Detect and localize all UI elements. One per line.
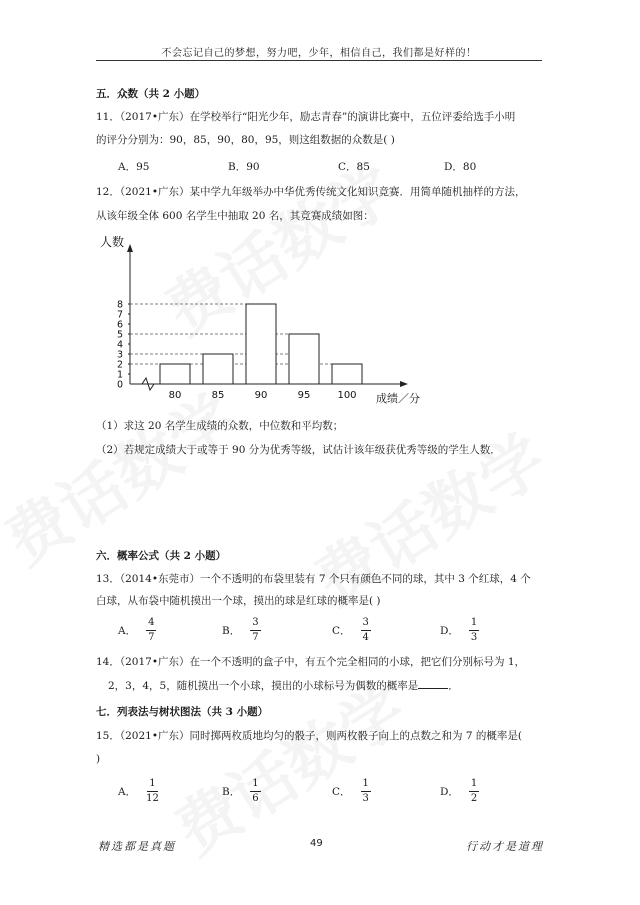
option-label: C． (332, 786, 351, 798)
numerator: 3 (250, 617, 260, 631)
fraction (469, 617, 479, 644)
denominator: 7 (252, 632, 259, 643)
fraction (250, 617, 260, 644)
x-axis-label: 成绩／分 (376, 392, 420, 405)
question-13-line2: 白球，从布袋中随机摸出一个球，摸出的球是红球的概率是( ) (96, 595, 381, 607)
question-14-line2 (108, 679, 558, 693)
fraction (250, 778, 260, 805)
denominator: 2 (470, 793, 478, 804)
numerator: 3 (361, 617, 371, 631)
numerator: 1 (361, 778, 371, 792)
y-tick-label: 6 (116, 319, 124, 331)
denominator: 3 (470, 632, 478, 643)
option-d[interactable]: D．80 (444, 161, 477, 173)
y-tick-label: 4 (116, 339, 124, 351)
option-a[interactable]: A．95 (118, 161, 150, 173)
question-14-end: ． (448, 680, 459, 692)
question-12-sub1: （1）求这 20 名学生成绩的众数，中位数和平均数； (96, 420, 344, 432)
x-tick-label: 95 (297, 390, 311, 401)
question-14-line1: 14．（2017•广东）在一个不透明的盒子中，有五个完全相同的小球，把它们分别标号为 1， (96, 656, 526, 668)
option-label: A． (118, 786, 137, 798)
watermark (295, 409, 561, 623)
option-b[interactable] (222, 778, 261, 805)
denominator: 6 (252, 793, 259, 804)
numerator: 4 (146, 617, 156, 631)
denominator: 7 (148, 632, 155, 643)
y-tick-label: 7 (116, 309, 124, 321)
question-15-options (118, 778, 538, 808)
x-tick-label: 80 (168, 390, 182, 401)
bar-80 (160, 364, 190, 384)
bar-85 (203, 354, 233, 384)
question-15-line1: 15．（2021•广东）同时掷两枚质地均匀的骰子，则两枚骰子向上的点数之和为 7 的概率是( (96, 730, 522, 742)
option-d[interactable] (440, 778, 479, 805)
option-b[interactable]: B．90 (228, 161, 260, 173)
y-tick-label: 0 (116, 379, 124, 391)
option-b[interactable] (222, 617, 261, 644)
section-title-probability: 六．概率公式（共 2 小题） (96, 550, 227, 562)
numerator: 1 (147, 778, 157, 792)
section-title-tree-diagram: 七．列表法与树状图法（共 3 小题） (96, 706, 269, 718)
question-15-line2: ) (96, 753, 101, 765)
chart-svg (100, 236, 430, 408)
x-tick-label: 85 (211, 390, 225, 401)
denominator: 3 (362, 793, 369, 804)
page-number: 49 (310, 838, 323, 849)
denominator: 12 (146, 793, 159, 804)
answer-blank[interactable] (418, 679, 448, 689)
score-bar-chart (100, 236, 430, 411)
y-tick-label: 3 (116, 349, 124, 361)
x-axis-arrow (400, 381, 408, 387)
question-13-line1: 13．（2014•东莞市）一个不透明的布袋里装有 7 个只有颜色不同的球，其中 3 个红球，4 个 (96, 573, 531, 585)
option-label: D． (440, 786, 459, 798)
y-axis-arrow (127, 244, 133, 252)
option-label: D． (440, 625, 459, 637)
x-tick-label: 100 (337, 390, 357, 401)
option-d[interactable] (440, 617, 479, 644)
fraction (146, 778, 159, 805)
numerator: 1 (250, 778, 260, 792)
fraction (469, 778, 479, 805)
page-header-slogan: 不会忘记自己的梦想，努力吧，少年，相信自己，我们都是好样的！ (161, 48, 477, 59)
option-a[interactable] (118, 617, 156, 644)
bar-95 (289, 334, 319, 384)
option-c[interactable]: C．85 (338, 161, 370, 173)
fraction (146, 617, 156, 644)
y-tick-label: 8 (116, 299, 124, 311)
y-axis-label: 人数 (100, 236, 125, 249)
footer-left-slogan: 精选都是真题 (98, 840, 176, 853)
option-label: B． (222, 786, 241, 798)
fraction (361, 617, 371, 644)
option-a[interactable] (118, 778, 159, 805)
denominator: 4 (362, 632, 369, 643)
option-c[interactable] (332, 778, 371, 805)
section-title-mode: 五．众数（共 2 小题） (96, 88, 206, 100)
bar-100 (332, 364, 362, 384)
x-tick-label: 90 (254, 390, 268, 401)
option-c[interactable] (332, 617, 371, 644)
option-label: A． (118, 625, 137, 637)
question-12-line1: 12．（2021•广东）某中学九年级举办中华优秀传统文化知识竞赛．用简单随机抽样的方法， (96, 186, 526, 198)
question-11-options (118, 159, 538, 179)
footer-right-slogan: 行动才是道理 (466, 840, 544, 853)
question-11-line2: 的评分分别为：90，85，90，80，95，则这组数据的众数是( ) (96, 134, 395, 146)
y-tick-label: 2 (116, 359, 124, 371)
option-label: B． (222, 625, 241, 637)
numerator: 1 (469, 617, 479, 631)
fraction (361, 778, 371, 805)
question-14-text: 2，3，4，5，随机摸出一个小球，摸出的小球标号为偶数的概率是 (108, 680, 419, 692)
header-divider (96, 60, 542, 61)
numerator: 1 (469, 778, 479, 792)
y-tick-label: 5 (116, 329, 124, 341)
y-tick-label: 1 (116, 369, 124, 381)
question-11-line1: 11．（2017•广东）在学校举行“阳光少年，励志青春”的演讲比赛中，五位评委给选手小明 (96, 111, 516, 123)
question-12-sub2: （2）若规定成绩大于或等于 90 分为优秀等级，试估计该年级获优秀等级的学生人数． (96, 444, 501, 456)
question-13-options (118, 617, 538, 647)
bar-90 (246, 304, 276, 384)
option-label: C． (332, 625, 351, 637)
question-12-line2: 从该年级全体 600 名学生中抽取 20 名，其竞赛成绩如图： (96, 210, 374, 222)
